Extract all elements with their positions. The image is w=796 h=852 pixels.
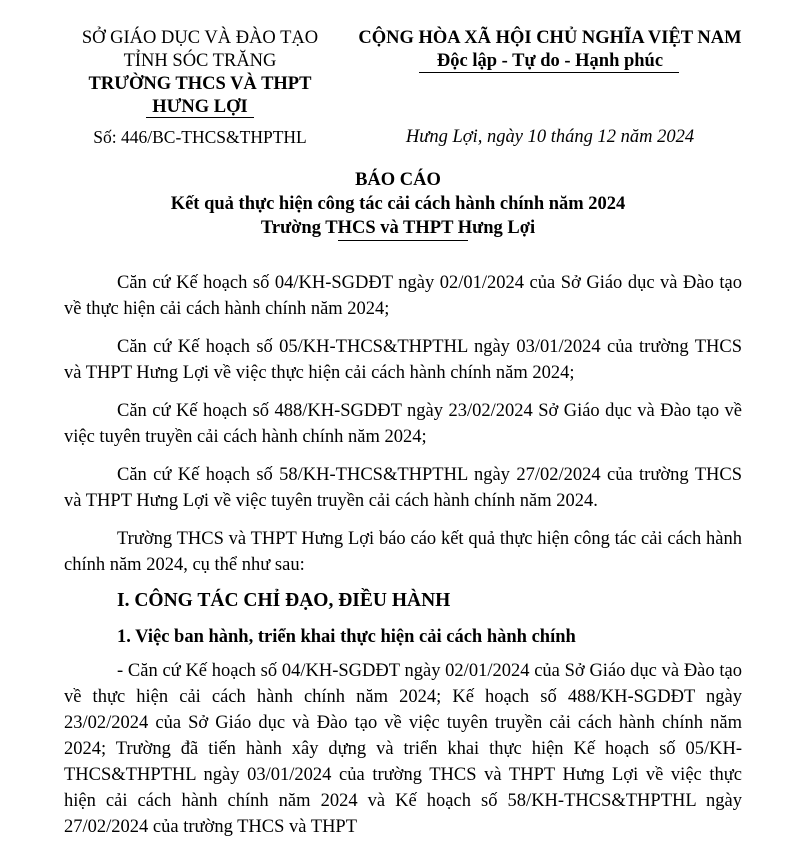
document-type-title: BÁO CÁO	[355, 170, 441, 190]
school-name-line2: HƯNG LỢI	[152, 97, 248, 117]
legal-basis-paragraph: Căn cứ Kế hoạch số 488/KH-SGDĐT ngày 23/02/2024 Sở Giáo dục và Đào tạo về việc tuyên truyền cải cách hành chính năm 2024;	[64, 401, 742, 447]
report-subject-line2: Trường THCS và THPT Hưng Lợi	[260, 218, 536, 238]
department-name: SỞ GIÁO DỤC VÀ ĐÀO TẠO	[81, 28, 319, 48]
section-heading: I. CÔNG TÁC CHỈ ĐẠO, ĐIỀU HÀNH	[117, 590, 451, 611]
left-header-underline	[146, 117, 254, 118]
province-name: TỈNH SÓC TRĂNG	[123, 51, 277, 71]
intro-paragraph: Trường THCS và THPT Hưng Lợi báo cáo kết quả thực hiện công tác cải cách hành chính năm 2024, cụ thể như sau:	[64, 529, 742, 575]
section-paragraph: - Căn cứ Kế hoạch số 04/KH-SGDĐT ngày 02/01/2024 của Sở Giáo dục và Đào tạo về thực hiện cải cách hành chính năm 2024; Kế hoạch số 488/KH-SGDĐT ngày 23/02/2024 của Sở Giáo dục và Đào tạo về việc tuyên truyền cải cách hành chính năm 2024; Trường đã tiến hành xây dựng và triển khai thực hiện Kế hoạch số 05/KH-THCS&THPTHL ngày 03/01/2024 của trường THCS và THPT Hưng Lợi về việc thực hiện cải cách hành chính năm 2024 và Kế hoạch số 58/KH-THCS&THPTHL ngày 27/02/2024 của trường THCS và THPT	[64, 661, 742, 837]
national-motto: Độc lập - Tự do - Hạnh phúc	[436, 51, 664, 71]
legal-basis-paragraph: Căn cứ Kế hoạch số 58/KH-THCS&THPTHL ngày 27/02/2024 của trường THCS và THPT Hưng Lợi về việc tuyên truyền cải cách hành chính năm 2024.	[64, 465, 742, 511]
subsection-heading: 1. Việc ban hành, triển khai thực hiện cải cách hành chính	[117, 627, 576, 647]
school-name-line1: TRƯỜNG THCS VÀ THPT	[88, 74, 312, 94]
report-body	[64, 270, 742, 852]
document-number: Số: 446/BC-THCS&THPTHL	[93, 127, 307, 147]
legal-basis-paragraph: Căn cứ Kế hoạch số 05/KH-THCS&THPTHL ngày 03/01/2024 của trường THCS và THPT Hưng Lợi về việc thực hiện cải cách hành chính năm 2024;	[64, 337, 742, 383]
place-and-date: Hưng Lợi, ngày 10 tháng 12 năm 2024	[405, 127, 695, 147]
title-underline	[338, 240, 468, 241]
report-subject-line1: Kết quả thực hiện công tác cải cách hành chính năm 2024	[170, 194, 626, 214]
nation-name: CỘNG HÒA XÃ HỘI CHỦ NGHĨA VIỆT NAM	[358, 28, 742, 48]
legal-basis-paragraph: Căn cứ Kế hoạch số 04/KH-SGDĐT ngày 02/01/2024 của Sở Giáo dục và Đào tạo về thực hiện cải cách hành chính năm 2024;	[64, 273, 742, 319]
motto-underline	[419, 72, 679, 73]
